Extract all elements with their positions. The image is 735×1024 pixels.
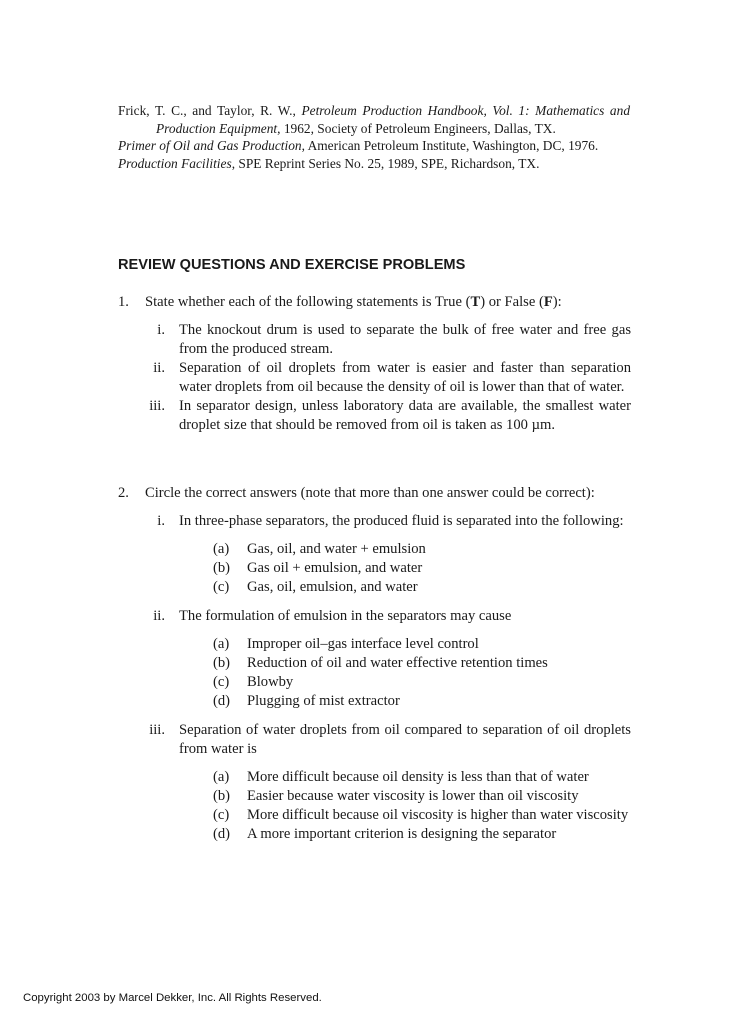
question-2-part-i: i. In three-phase separators, the produced fluid is separated into the following: bbox=[157, 513, 624, 529]
option-item[interactable]: (b) Easier because water viscosity is lower than oil viscosity bbox=[213, 788, 579, 804]
option-item[interactable]: (a) Improper oil–gas interface level control bbox=[213, 636, 479, 652]
question-2-part-i-options bbox=[118, 540, 631, 597]
question-1-statement-iii: iii. In separator design, unless laboratory data are available, the smallest water droplet size that should be removed from oil is taken as 100 µm. bbox=[149, 398, 631, 433]
question-2-part-iii-options bbox=[118, 768, 631, 844]
question-2-part-iii: iii. Separation of water droplets from oil compared to separation of oil droplets from water is bbox=[149, 722, 631, 757]
question-2-part-ii-options bbox=[118, 635, 631, 711]
references-list bbox=[118, 102, 630, 172]
question-1-number: 1. bbox=[118, 294, 129, 310]
reference-3: Production Facilities, SPE Reprint Series No. 25, 1989, SPE, Richardson, TX. bbox=[118, 155, 540, 171]
option-item[interactable]: (d) Plugging of mist extractor bbox=[213, 693, 400, 709]
copyright-footer: Copyright 2003 by Marcel Dekker, Inc. All Rights Reserved. bbox=[23, 992, 322, 1004]
option-item[interactable]: (c) Gas, oil, emulsion, and water bbox=[213, 579, 418, 595]
option-item[interactable]: (b) Gas oil + emulsion, and water bbox=[213, 560, 423, 576]
option-item[interactable]: (d) A more important criterion is designing the separator bbox=[213, 826, 557, 842]
question-2 bbox=[118, 484, 631, 844]
question-2-number: 2. bbox=[118, 485, 129, 501]
true-letter: T bbox=[470, 294, 481, 310]
reference-3-title: Production Facilities bbox=[118, 155, 232, 171]
reference-2-title: Primer of Oil and Gas Production bbox=[118, 138, 302, 153]
option-item[interactable]: (a) More difficult because oil density is less than that of water bbox=[213, 769, 589, 785]
question-2-part-ii: ii. The formulation of emulsion in the separators may cause bbox=[153, 608, 512, 624]
reference-1-title: Petroleum Production Handbook, Vol. 1: Mathematics and Production Equipment bbox=[156, 103, 631, 136]
question-1 bbox=[118, 293, 631, 435]
option-item[interactable]: (c) More difficult because oil viscosity is higher than water viscosity bbox=[213, 807, 629, 823]
option-item[interactable]: (b) Reduction of oil and water effective retention times bbox=[213, 655, 548, 671]
reference-1: Frick, T. C., and Taylor, R. W., Petroleum Production Handbook, Vol. 1: Mathematics and Production Equipment, 1962, Society of Petroleum Engineers, Dallas, TX. bbox=[118, 103, 631, 136]
section-heading: REVIEW QUESTIONS AND EXERCISE PROBLEMS bbox=[118, 257, 466, 273]
option-item[interactable]: (c) Blowby bbox=[213, 674, 294, 690]
false-letter: F bbox=[543, 294, 553, 310]
question-1-stem: 1. State whether each of the following statements is True (T) or False (F): bbox=[118, 294, 562, 310]
question-1-statement-i: i. The knockout drum is used to separate the bulk of free water and free gas from the produced stream. bbox=[157, 322, 631, 357]
option-item[interactable]: (a) Gas, oil, and water + emulsion bbox=[213, 541, 426, 557]
question-1-statement-ii: ii. Separation of oil droplets from water is easier and faster than separation water droplets from oil because the density of oil is lower than that of water. bbox=[153, 360, 631, 395]
reference-2: Primer of Oil and Gas Production, American Petroleum Institute, Washington, DC, 1976. bbox=[118, 138, 599, 153]
question-2-stem: 2. Circle the correct answers (note that more than one answer could be correct): bbox=[118, 485, 595, 501]
